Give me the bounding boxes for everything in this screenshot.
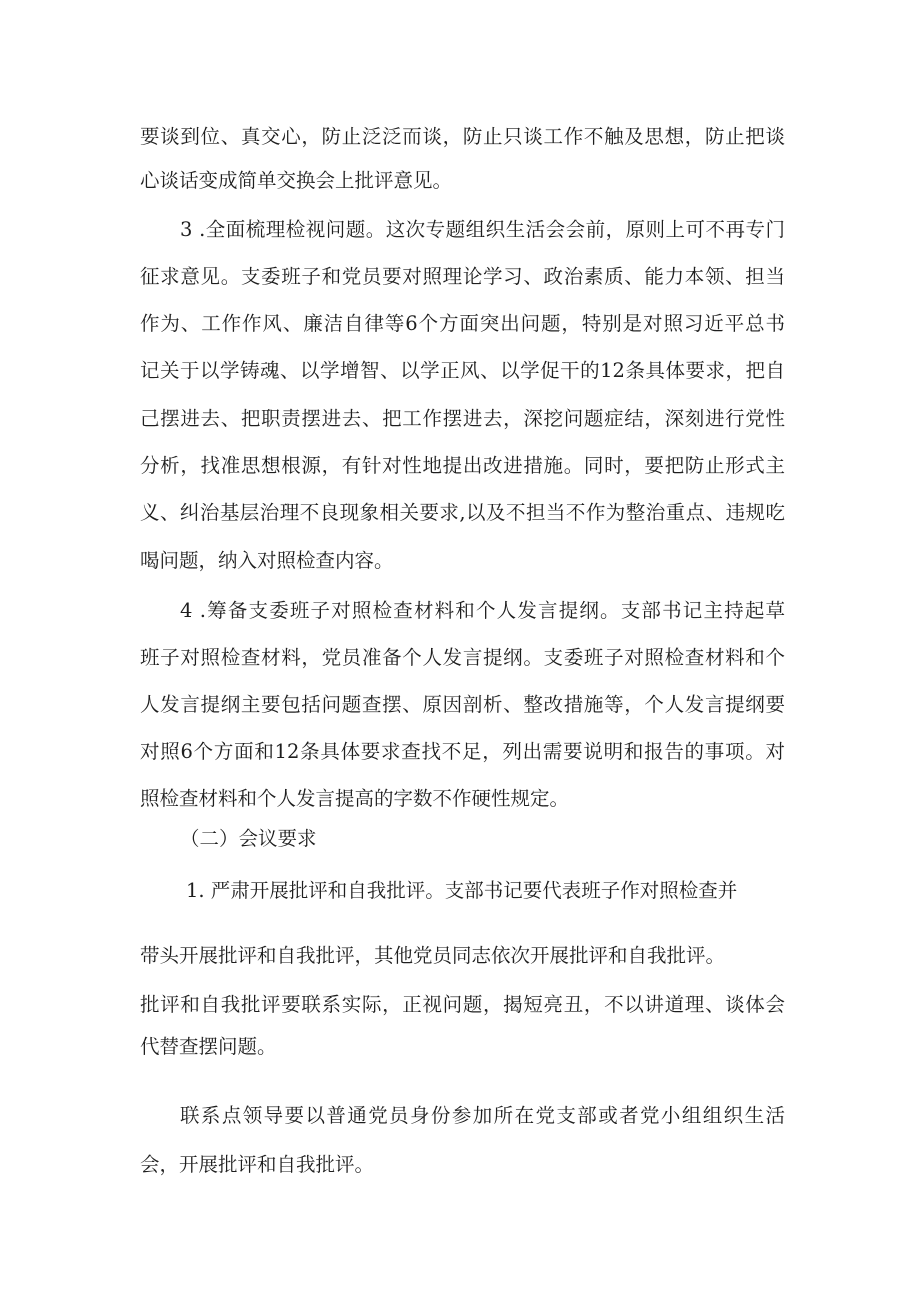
paragraph-line: 征求意见。支委班子和党员要对照理论学习、政治素质、能力本领、担当 [140,265,785,288]
paragraph-line: 作为、工作作风、廉洁自律等6个方面突出问题，特别是对照习近平总书 [140,312,785,335]
section-heading: （二）会议要求 [180,827,317,850]
paragraph-line: 会，开展批评和自我批评。 [140,1153,375,1176]
paragraph-line: 带头开展批评和自我批评，其他党员同志依次开展批评和自我批评。 [140,944,726,967]
item-4-heading-line: 4 .筹备支委班子对照检查材料和个人发言提纲。支部书记主持起草 [180,599,785,622]
paragraph-line: 心谈话变成简单交换会上批评意见。 [140,169,453,192]
item-1-heading-line: 1. 严肃开展批评和自我批评。支部书记要代表班子作对照检查并 [186,879,738,902]
paragraph-line: 喝问题，纳入对照检查内容。 [140,549,394,572]
paragraph-line: 记关于以学铸魂、以学增智、以学正风、以学促干的12条具体要求，把自 [140,359,785,382]
paragraph-line: 班子对照检查材料，党员准备个人发言提纲。支委班子对照检查材料和个 [140,646,785,669]
paragraph-line: 联系点领导要以普通党员身份参加所在党支部或者党小组组织生活 [180,1104,785,1127]
paragraph-line: 人发言提纲主要包括问题查摆、原因剖析、整改措施等，个人发言提纲要 [140,693,785,716]
paragraph-line: 义、纠治基层治理不良现象相关要求,以及不担当不作为整治重点、违规吃 [140,501,785,524]
paragraph-line: 分析，找准思想根源，有针对性地提出改进措施。同时，要把防止形式主 [140,454,785,477]
item-3-heading-line: 3 .全面梳理检视问题。这次专题组织生活会会前，原则上可不再专门 [180,218,785,241]
paragraph-line: 对照6个方面和12条具体要求查找不足，列出需要说明和报告的事项。对 [140,740,785,763]
paragraph-line: 代替查摆问题。 [140,1035,277,1058]
paragraph-line: 己摆进去、把职责摆进去、把工作摆进去，深挖问题症结，深刻进行党性 [140,407,785,430]
paragraph-line: 批评和自我批评要联系实际，正视问题，揭短亮丑，不以讲道理、谈体会 [140,993,785,1016]
paragraph-line: 照检查材料和个人发言提高的字数不作硬性规定。 [140,787,570,810]
paragraph-line: 要谈到位、真交心，防止泛泛而谈，防止只谈工作不触及思想，防止把谈 [140,125,785,148]
